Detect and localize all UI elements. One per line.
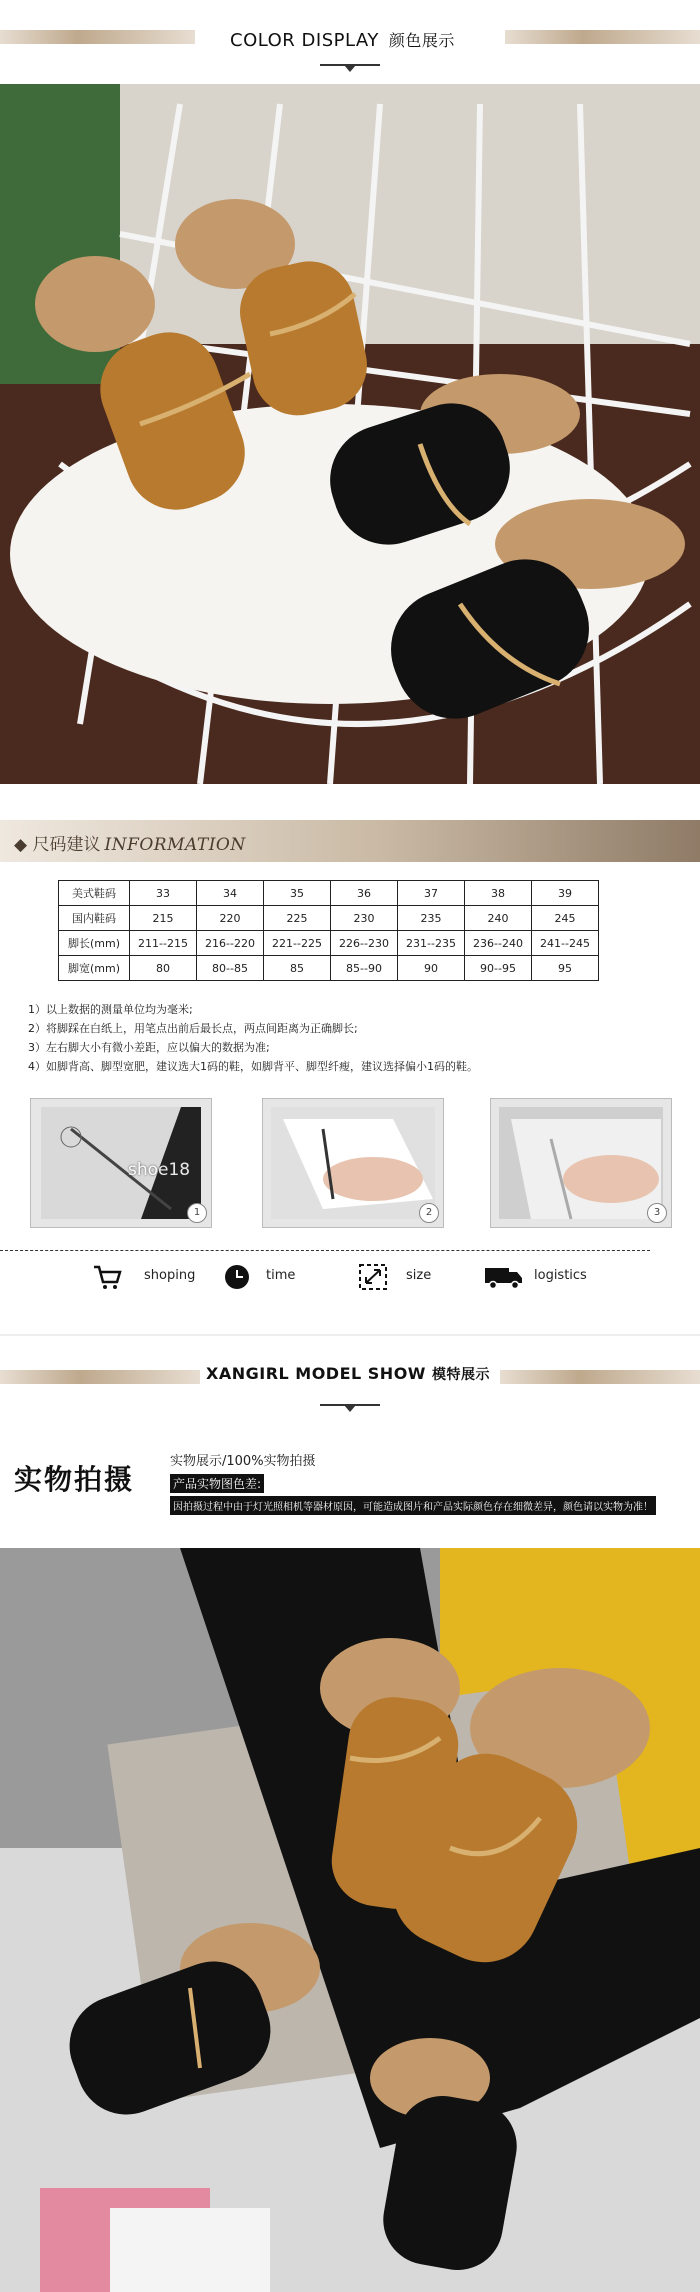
size-table-row [59, 906, 599, 931]
product-photo-image [0, 84, 700, 784]
size-cell: 221--225 [264, 931, 331, 956]
step-badge: 1 [187, 1203, 207, 1223]
real-shot-line2: 产品实物图色差: [170, 1474, 264, 1493]
size-cell: 85 [264, 956, 331, 981]
note-line: 2）将脚踩在白纸上，用笔点出前后最长点，两点间距离为正确脚长; [28, 1022, 358, 1035]
size-notes [28, 1000, 478, 1076]
note-line: 4）如脚背高、脚型宽肥，建议选大1码的鞋，如脚背平、脚型纤瘦，建议选择偏小1码的鞋。 [28, 1060, 478, 1073]
service-label: size [406, 1268, 432, 1283]
product-photo-display [0, 84, 700, 784]
size-cell: 211--215 [130, 931, 197, 956]
size-table-row [59, 881, 599, 906]
size-row-header: 国内鞋码 [59, 906, 130, 931]
color-display-header [0, 0, 700, 60]
size-table-row [59, 931, 599, 956]
cart-icon [92, 1264, 122, 1290]
size-cell: 90--95 [465, 956, 532, 981]
size-cell: 241--245 [532, 931, 599, 956]
size-cell: 240 [465, 906, 532, 931]
size-cell: 95 [532, 956, 599, 981]
size-cell: 231--235 [398, 931, 465, 956]
size-cell: 37 [398, 881, 465, 906]
step-badge: 3 [647, 1203, 667, 1223]
size-cell: 225 [264, 906, 331, 931]
service-label: logistics [534, 1268, 587, 1283]
note-line: 3）左右脚大小有微小差距，应以偏大的数据为准; [28, 1041, 270, 1054]
size-cell: 85--90 [331, 956, 398, 981]
size-table [58, 880, 599, 981]
size-cell: 220 [197, 906, 264, 931]
size-cell: 35 [264, 881, 331, 906]
divider [0, 1250, 650, 1251]
size-table-row [59, 956, 599, 981]
information-title: ◆ 尺码建议 INFORMATION [14, 835, 246, 855]
size-row-header: 美式鞋码 [59, 881, 130, 906]
size-cell: 235 [398, 906, 465, 931]
model-show-header [0, 1342, 700, 1402]
watermark: shoe18 [128, 1160, 191, 1180]
service-label: shoping [144, 1268, 196, 1283]
size-cell: 36 [331, 881, 398, 906]
size-cell: 38 [465, 881, 532, 906]
size-cell: 80--85 [197, 956, 264, 981]
size-cell: 245 [532, 906, 599, 931]
size-cell: 236--240 [465, 931, 532, 956]
real-shot-disclaimer: 因拍摄过程中由于灯光照相机等器材原因，可能造成图片和产品实际颜色存在细微差异，颜色请以实物为准！ [170, 1496, 656, 1515]
size-cell: 216--220 [197, 931, 264, 956]
model-photo [0, 1548, 700, 2292]
size-cell: 39 [532, 881, 599, 906]
size-row-header: 脚宽(mm) [59, 956, 130, 981]
size-cell: 230 [331, 906, 398, 931]
step-badge: 2 [419, 1203, 439, 1223]
information-band [0, 820, 700, 862]
size-cell: 34 [197, 881, 264, 906]
section-title: XANGIRL MODEL SHOW 模特展示 [206, 1364, 490, 1383]
measure-step-image [490, 1098, 672, 1228]
real-shot-line1: 实物展示/100%实物拍摄 [170, 1454, 316, 1469]
size-cell: 215 [130, 906, 197, 931]
measure-step-image [262, 1098, 444, 1228]
clock-icon [222, 1264, 252, 1290]
section-title: COLOR DISPLAY 颜色展示 [230, 30, 455, 51]
size-cell: 80 [130, 956, 197, 981]
model-photo-image [0, 1548, 700, 2292]
size-row-header: 脚长(mm) [59, 931, 130, 956]
size-cell: 226--230 [331, 931, 398, 956]
size-cell: 33 [130, 881, 197, 906]
real-shot-heading: 实物拍摄 [14, 1463, 135, 1496]
resize-icon [358, 1264, 388, 1290]
truck-icon [484, 1264, 524, 1290]
service-label: time [266, 1268, 296, 1283]
note-line: 1）以上数据的测量单位均为毫米; [28, 1003, 193, 1016]
size-cell: 90 [398, 956, 465, 981]
